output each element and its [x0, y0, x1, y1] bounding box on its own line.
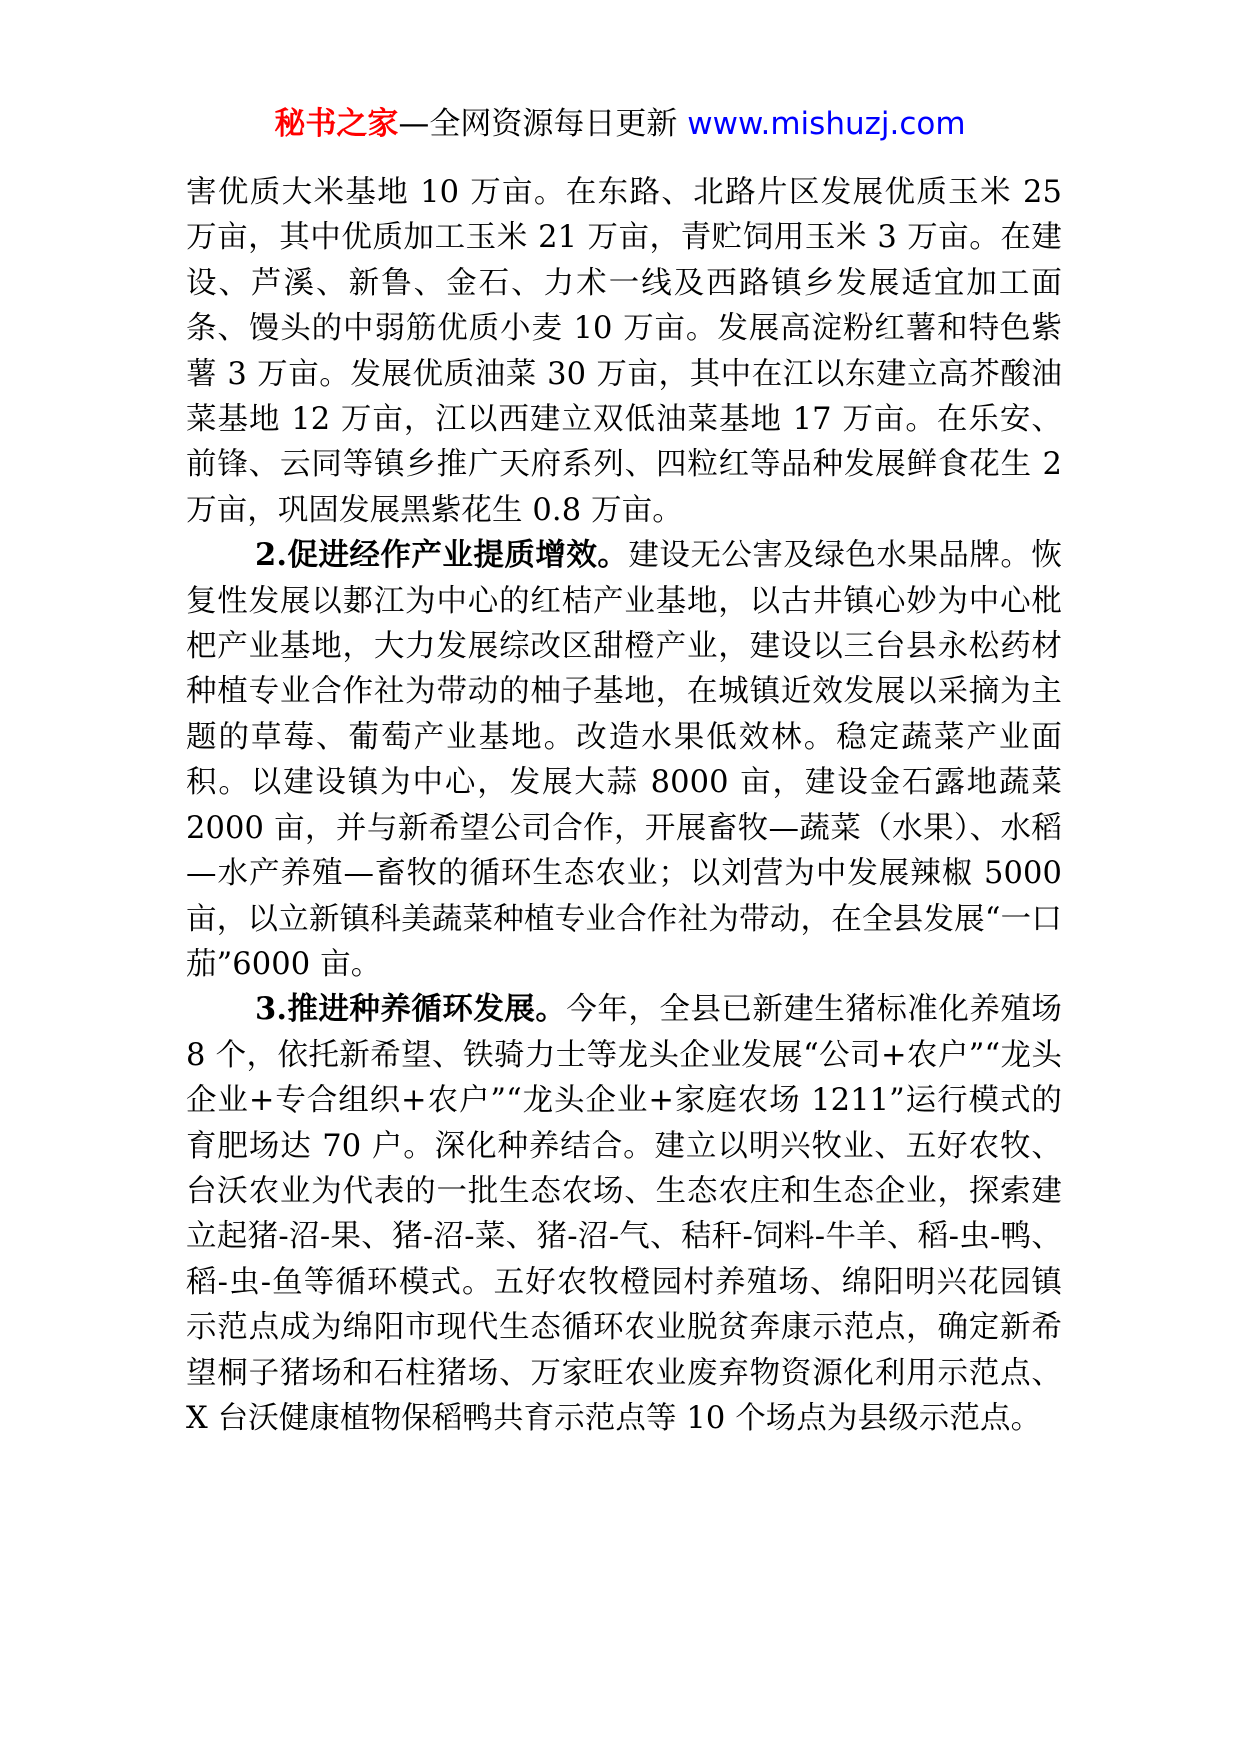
paragraph-text: 害优质大米基地 10 万亩。在东路、北路片区发展优质玉米 25 万亩，其中优质加工玉米 21 万亩，青贮饲用玉米 3 万亩。在建设、芦溪、新鲁、金石、力术一线及西路镇乡发展适宜加工面条、馒头的中弱筋优质小麦 10 万亩。发展高淀粉红薯和特色紫薯 3 万亩。发展优质油菜 30 万亩，其中在江以东建立高芥酸油菜基地 12 万亩，江以西建立双低油菜基地 17 万亩。在乐安、前锋、云同等镇乡推广天府系列、四粒红等品种发展鲜食花生 2 万亩，巩固发展黑紫花生 0.8 万亩。	[186, 175, 1062, 528]
paragraph-cash-crops	[186, 533, 1062, 987]
section-heading: 3.推进种养循环发展。	[255, 991, 567, 1028]
site-url-link[interactable]: www.mishuzj.com	[687, 106, 966, 142]
site-header	[0, 102, 1240, 146]
paragraph-text: 建设无公害及绿色水果品牌。恢复性发展以郪江为中心的红桔产业基地，以古井镇心妙为中心枇杷产业基地，大力发展综改区甜橙产业，建设以三台县永松药材种植专业合作社为带动的柚子基地，在城镇近效发展以采摘为主题的草莓、葡萄产业基地。改造水果低效林。稳定蔬菜产业面积。以建设镇为中心，发展大蒜 8000 亩，建设金石露地蔬菜 2000 亩，并与新希望公司合作，开展畜牧—蔬菜（水果）、水稻—水产养殖—畜牧的循环生态农业；以刘营为中发展辣椒 5000 亩，以立新镇科美蔬菜种植专业合作社为带动，在全县发展“一口茄”6000 亩。	[186, 538, 1062, 982]
paragraph-planting-breeding-cycle	[186, 987, 1062, 1441]
document-body	[186, 170, 1062, 1441]
paragraph-grain-bases	[186, 170, 1062, 533]
section-heading: 2.促进经作产业提质增效。	[255, 537, 629, 574]
site-brand: 秘书之家	[274, 106, 399, 142]
paragraph-text: 今年，全县已新建生猪标准化养殖场 8 个，依托新希望、铁骑力士等龙头企业发展“公司+农户”“龙头企业+专合组织+农户”“龙头企业+家庭农场 1211”运行模式的育肥场达 70 户。深化种养结合。建立以明兴牧业、五好农牧、台沃农业为代表的一批生态农场、生态农庄和生态企业，探索建立起猪-沼-果、猪-沼-菜、猪-沼-气、秸秆-饲料-牛羊、稻-虫-鸭、稻-虫-鱼等循环模式。五好农牧橙园村养殖场、绵阳明兴花园镇示范点成为绵阳市现代生态循环农业脱贫奔康示范点，确定新希望桐子猪场和石柱猪场、万家旺农业废弃物资源化利用示范点、X 台沃健康植物保稻鸭共育示范点等 10 个场点为县级示范点。	[186, 992, 1062, 1436]
site-tagline: —全网资源每日更新	[398, 106, 688, 142]
